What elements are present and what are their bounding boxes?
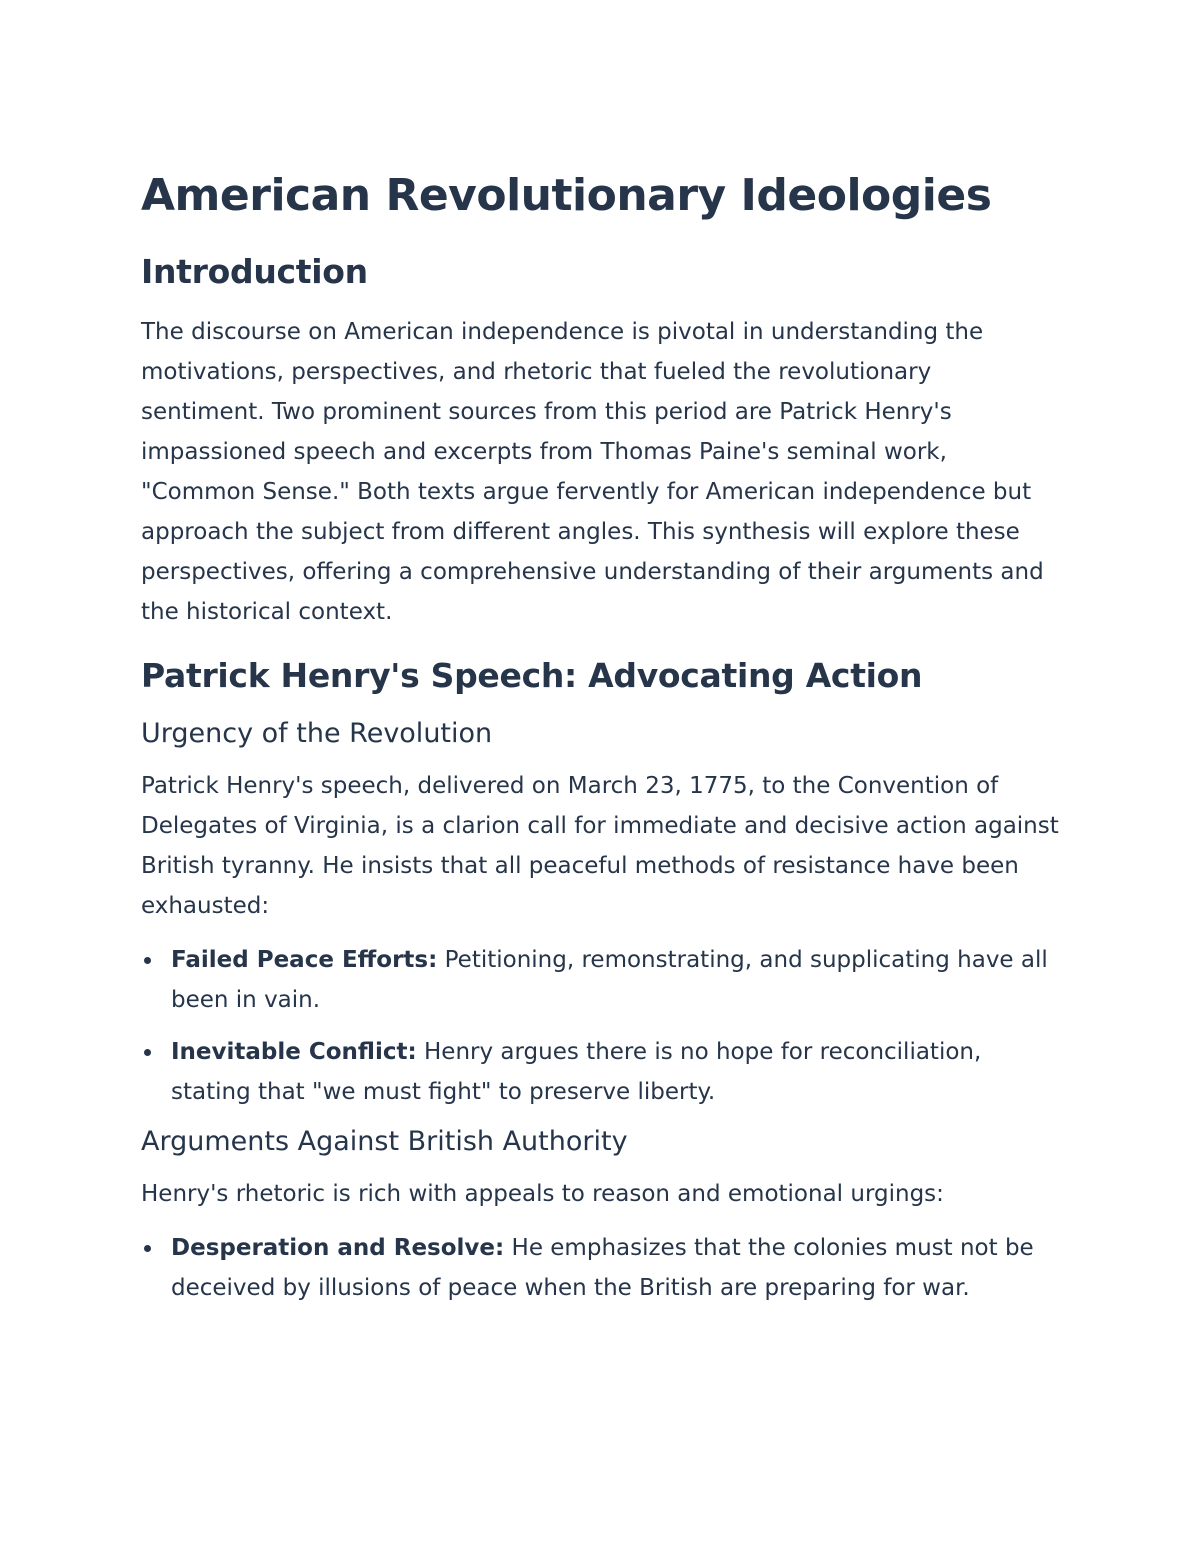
urgency-subheading: Urgency of the Revolution: [141, 718, 493, 749]
arguments-subheading: Arguments Against British Authority: [141, 1126, 628, 1157]
document-title: American Revolutionary Ideologies: [141, 170, 992, 221]
introduction-heading: Introduction: [141, 252, 368, 291]
bullet-label: Desperation and Resolve:: [171, 1235, 505, 1261]
list-item: [141, 1228, 1061, 1308]
list-item: [141, 940, 1061, 1020]
urgency-paragraph: Patrick Henry's speech, delivered on March 23, 1775, to the Convention of Delegates of Virginia, is a clarion call for immediate and decisive action against British tyranny. He insists that all peaceful methods of resistance have been exhausted:: [141, 773, 1059, 919]
bullet-label: Failed Peace Efforts:: [171, 947, 438, 973]
arguments-paragraph: Henry's rhetoric is rich with appeals to reason and emotional urgings:: [141, 1181, 944, 1207]
bullet-text: Henry argues there is no hope for reconciliation, stating that "we must fight" to preserve liberty.: [171, 1039, 982, 1105]
bullet-text: He emphasizes that the colonies must not be deceived by illusions of peace when the British are preparing for war.: [171, 1235, 1034, 1301]
document-page: [141, 168, 1061, 1320]
introduction-paragraph: The discourse on American independence is pivotal in understanding the motivations, perspectives, and rhetoric that fueled the revolutionary sentiment. Two prominent sources from this period are Patrick Henry's impassioned speech and excerpts from Thomas Paine's seminal work, "Common Sense." Both texts argue fervently for American independence but approach the subject from different angles. This synthesis will explore these perspectives, offering a comprehensive understanding of their arguments and the historical context.: [141, 319, 1044, 625]
arguments-bullet-list: [141, 1228, 1061, 1308]
henry-section-heading: Patrick Henry's Speech: Advocating Action: [141, 656, 923, 695]
bullet-icon: [144, 1245, 151, 1252]
bullet-text: Petitioning, remonstrating, and supplicating have all been in vain.: [171, 947, 1048, 1013]
bullet-label: Inevitable Conflict:: [171, 1039, 417, 1065]
list-item: [141, 1032, 1061, 1112]
bullet-icon: [144, 957, 151, 964]
bullet-icon: [144, 1049, 151, 1056]
urgency-bullet-list: [141, 940, 1061, 1112]
